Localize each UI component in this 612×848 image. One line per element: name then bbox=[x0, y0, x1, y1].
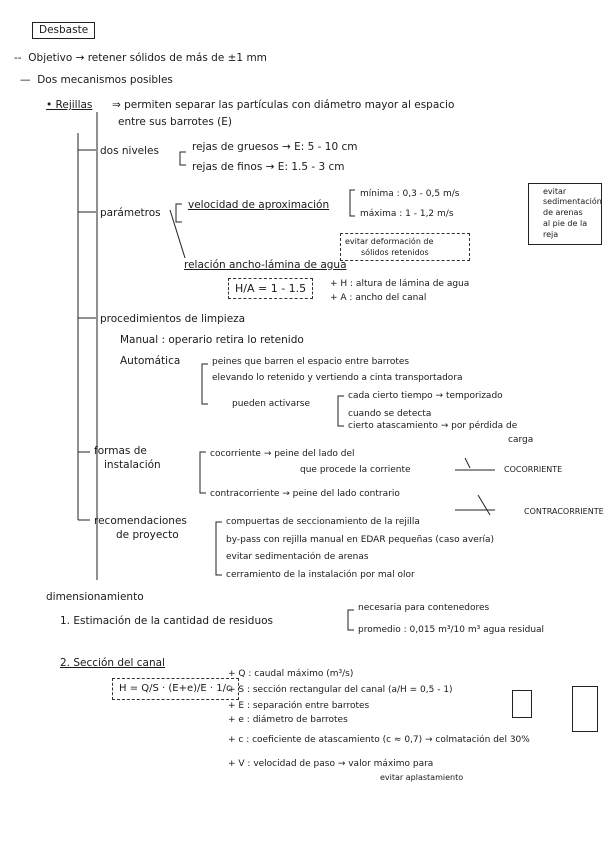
mechanisms-line bbox=[20, 75, 173, 86]
dim-item-1-a: necesaria para contenedores bbox=[358, 603, 490, 613]
niveles-gruesos: rejas de gruesos → E: 5 - 10 cm bbox=[192, 141, 358, 153]
niveles-label: dos niveles bbox=[100, 145, 159, 157]
cocorriente-line-2: que procede la corriente bbox=[300, 465, 411, 475]
dim-item-1-b: promedio : 0,015 m³/10 m³ agua residual bbox=[358, 625, 545, 635]
note-def-line-2: sólidos retenidos bbox=[361, 248, 429, 257]
formula-seccion: H = Q/S · (E+e)/E · 1/c bbox=[112, 678, 239, 700]
instalacion-label-1: formas de bbox=[94, 445, 147, 457]
parametros-label: parámetros bbox=[100, 207, 161, 219]
recomendacion-1: compuertas de seccionamiento de la rejilla bbox=[226, 517, 420, 527]
section-sketch-large bbox=[572, 686, 598, 732]
section-title bbox=[32, 22, 95, 39]
dim-v-2: evitar aplastamiento bbox=[380, 773, 464, 782]
note-evitar-sedimentacion bbox=[528, 183, 602, 245]
contracorriente-line: contracorriente → peine del lado contrario bbox=[210, 489, 400, 499]
cocorriente-line-1: cocorriente → peine del lado del bbox=[210, 449, 355, 459]
cuando-line-1: cuando se detecta bbox=[348, 409, 432, 419]
objective-line bbox=[14, 53, 267, 64]
relacion-label: relación ancho-lámina de agua bbox=[184, 259, 347, 271]
velocidad-maxima: máxima : 1 - 1,2 m/s bbox=[360, 209, 454, 219]
dim-q: + Q : caudal máximo (m³/s) bbox=[228, 669, 354, 679]
dimensionamiento-label: dimensionamiento bbox=[46, 591, 144, 603]
recomendacion-4: cerramiento de la instalación por mal olor bbox=[226, 570, 415, 580]
mechanisms-text: Dos mecanismos posibles bbox=[37, 74, 173, 86]
rejillas-desc-1: ⇒ permiten separar las partículas con diámetro mayor al espacio bbox=[112, 99, 455, 111]
recomendacion-2: by-pass con rejilla manual en EDAR pequeñas (caso avería) bbox=[226, 535, 495, 545]
recomendaciones-label-1: recomendaciones bbox=[94, 515, 187, 527]
cada-cierto-tiempo: cada cierto tiempo → temporizado bbox=[348, 391, 503, 401]
note-sed-line-5: reja bbox=[543, 230, 559, 239]
pueden-activarse: pueden activarse bbox=[232, 399, 311, 409]
instalacion-label-2: instalación bbox=[104, 459, 161, 471]
rejillas-label: • Rejillas bbox=[46, 99, 93, 111]
rejillas-desc-2: entre sus barrotes (E) bbox=[118, 116, 233, 128]
formula-h-a: H/A = 1 - 1.5 bbox=[228, 278, 313, 299]
dim-s: + S : sección rectangular del canal (a/H = 0,5 - 1) bbox=[228, 685, 453, 695]
cuando-line-2: cierto atascamiento → por pérdida de bbox=[348, 421, 518, 431]
recomendacion-3: evitar sedimentación de arenas bbox=[226, 552, 369, 562]
niveles-finos: rejas de finos → E: 1.5 - 3 cm bbox=[192, 161, 345, 173]
dim-c: + c : coeficiente de atascamiento (c ≈ 0,7) → colmatación del 30% bbox=[228, 735, 530, 745]
dim-item-1-label: 1. Estimación de la cantidad de residuos bbox=[60, 615, 274, 627]
limpieza-automatica: Automática bbox=[120, 355, 181, 367]
dim-e: + E : separación entre barrotes bbox=[228, 701, 370, 711]
objective-bullet: -- bbox=[14, 52, 22, 64]
mechanisms-bullet: — bbox=[20, 74, 31, 86]
velocidad-label: velocidad de aproximación bbox=[188, 199, 330, 211]
peines-line-1: peines que barren el espacio entre barrotes bbox=[212, 357, 410, 367]
note-evitar-deformacion bbox=[340, 233, 470, 261]
velocidad-minima: mínima : 0,3 - 0,5 m/s bbox=[360, 189, 460, 199]
limpieza-manual: Manual : operario retira lo retenido bbox=[120, 334, 304, 346]
note-sed-line-3: de arenas bbox=[543, 208, 583, 217]
peines-line-2: elevando lo retenido y vertiendo a cinta transportadora bbox=[212, 373, 463, 383]
cuando-line-3: carga bbox=[508, 435, 534, 445]
dim-item-2-label: 2. Sección del canal bbox=[60, 657, 165, 669]
note-sed-line-1: evitar bbox=[543, 187, 567, 196]
objective-text: Objetivo → retener sólidos de más de ±1 mm bbox=[28, 52, 267, 64]
h-definition: + H : altura de lámina de agua bbox=[330, 279, 470, 289]
recomendaciones-label-2: de proyecto bbox=[116, 529, 179, 541]
cocorriente-tag: COCORRIENTE bbox=[504, 465, 563, 474]
note-def-line-1: evitar deformación de bbox=[345, 237, 434, 246]
section-title-text: Desbaste bbox=[39, 24, 89, 36]
a-definition: + A : ancho del canal bbox=[330, 293, 427, 303]
dim-e-small: + e : diámetro de barrotes bbox=[228, 715, 348, 725]
note-sed-line-4: al pie de la bbox=[543, 219, 588, 228]
limpieza-label: procedimientos de limpieza bbox=[100, 313, 246, 325]
dim-v: + V : velocidad de paso → valor máximo para bbox=[228, 759, 434, 769]
contracorriente-tag: CONTRACORRIENTE bbox=[524, 507, 604, 516]
section-sketch-small bbox=[512, 690, 532, 718]
note-sed-line-2: sedimentación bbox=[543, 197, 602, 206]
